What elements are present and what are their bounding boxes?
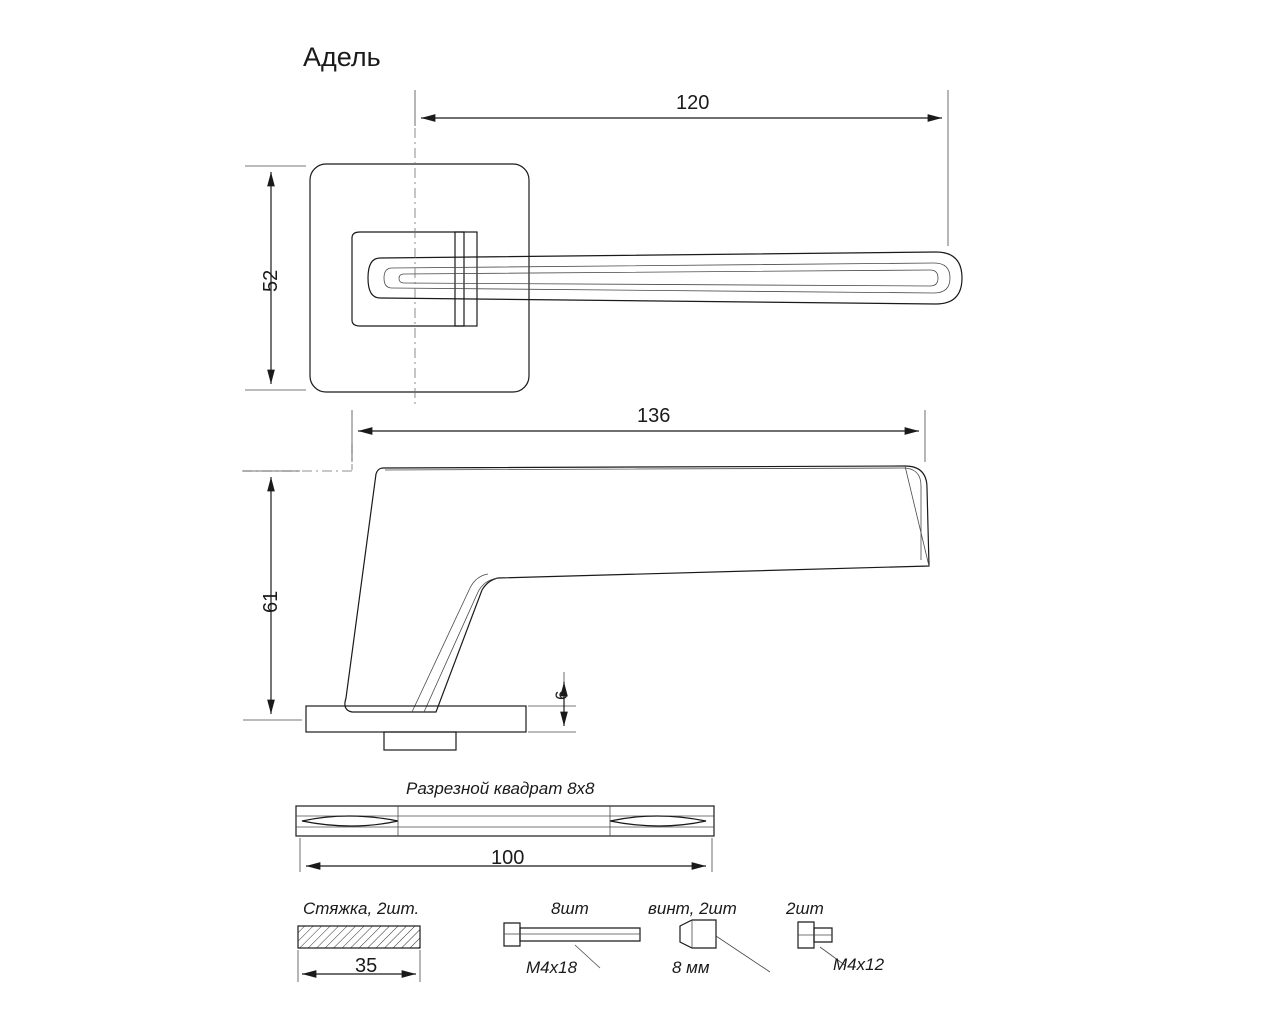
note-pin-spec: 8 мм — [672, 958, 710, 977]
dimension-label-35: 35 — [355, 955, 378, 977]
note-tie: Стяжка, 2шт. — [303, 899, 420, 918]
note-pin-label: винт, 2шт — [648, 899, 737, 918]
dimension-label-61: 61 — [260, 590, 282, 613]
dimension-label-120: 120 — [676, 92, 710, 114]
note-screw-spec: M4x18 — [526, 958, 578, 977]
note-bolt-count: 2шт — [786, 899, 824, 918]
note-spindle: Разрезной квадрат 8x8 — [406, 779, 595, 798]
note-bolt-spec: M4x12 — [833, 955, 885, 974]
dimension-label-136: 136 — [637, 405, 671, 427]
dimension-label-100: 100 — [491, 847, 525, 869]
dimension-label-6: 6 — [552, 690, 571, 700]
dimension-label-52: 52 — [260, 269, 282, 292]
page-title: Адель — [303, 42, 381, 72]
note-screw-count: 8шт — [551, 899, 589, 918]
